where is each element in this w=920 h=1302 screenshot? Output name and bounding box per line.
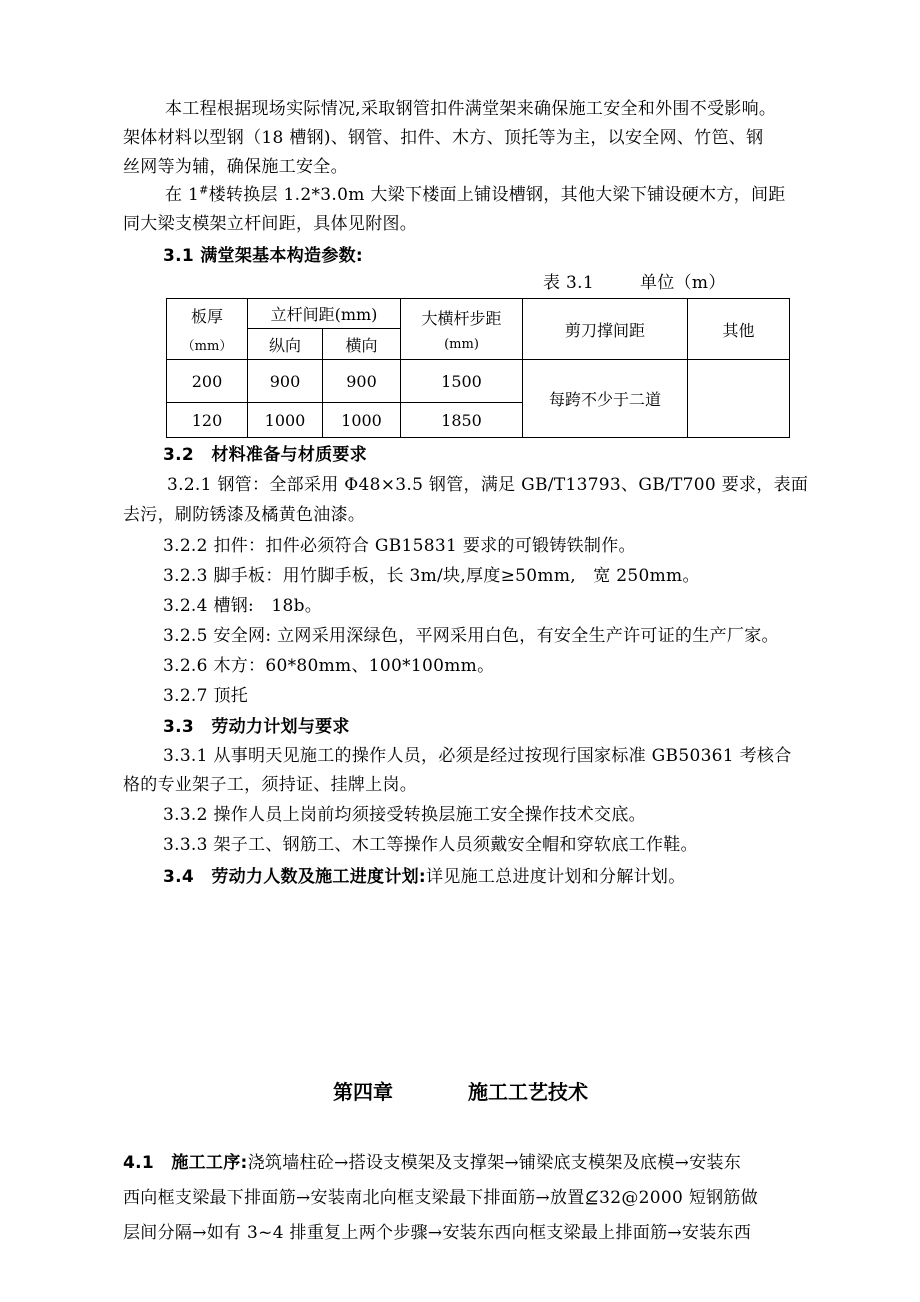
item-3-2-1-line-1: 3.2.1 钢管：全部采用 Φ48×3.5 钢管，满足 GB/T13793、GB/T700 要求，表面 — [167, 475, 809, 495]
intro-line-4-prefix: 在 1 — [165, 185, 200, 205]
item-3-2-4: 3.2.4 槽钢: 18b。 — [163, 596, 323, 616]
cell-step: 1500 — [401, 360, 523, 403]
section-3-4-text: 详见施工总进度计划和分解计划。 — [426, 867, 686, 887]
intro-line-5: 同大梁支模架立杆间距，具体见附图。 — [123, 214, 418, 234]
chapter-title: 施工工艺技术 — [468, 1080, 588, 1104]
item-3-3-1-line-1: 3.3.1 从事明天见施工的操作人员，必须是经过按现行国家标准 GB50361 考核合 — [163, 746, 792, 766]
section-3-2-heading: 3.2 材料准备与材质要求 — [163, 445, 368, 465]
item-3-2-6: 3.2.6 木方：60*80mm、100*100mm。 — [163, 656, 495, 676]
header-step: 大横杆步距 — [421, 309, 502, 328]
table-unit: 单位（m） — [640, 273, 726, 293]
table-caption: 表 3.1 — [543, 273, 594, 293]
section-4-1-line-2: 西向框支梁最下排面筋→安装南北向框支梁最下排面筋→放置⊈32@2000 短钢筋做 — [123, 1188, 759, 1208]
section-4-1-line-1 — [123, 1152, 741, 1174]
section-3-4 — [163, 866, 686, 888]
section-4-1-text-1: 浇筑墙柱砼→搭设支模架及支撑架→铺梁底支模架及底模→安装东 — [247, 1153, 742, 1173]
item-3-3-1-line-2: 格的专业架子工，须持证、挂牌上岗。 — [123, 775, 418, 795]
item-3-3-2: 3.3.2 操作人员上岗前均须接受转换层施工安全操作技术交底。 — [163, 805, 646, 825]
cell-transverse: 900 — [323, 360, 401, 403]
item-3-2-5: 3.2.5 安全网: 立网采用深绿色，平网采用白色，有安全生产许可证的生产厂家。 — [163, 626, 779, 646]
section-3-4-heading: 3.4 劳动力人数及施工进度计划: — [163, 867, 427, 887]
section-4-1-line-3: 层间分隔→如有 3~4 排重复上两个步骤→安装东西向框支梁最上排面筋→安装东西 — [123, 1223, 752, 1243]
header-longitudinal: 纵向 — [248, 329, 323, 360]
cell-other — [688, 360, 790, 438]
cell-thickness: 200 — [167, 360, 248, 403]
section-4-1-heading: 4.1 施工工序: — [123, 1153, 248, 1173]
cell-bracing: 每跨不少于二道 — [523, 360, 688, 438]
parameters-table — [166, 298, 790, 438]
building-number-mark: # — [199, 183, 209, 197]
cell-longitudinal: 900 — [248, 360, 323, 403]
header-pole-spacing: 立杆间距(mm) — [248, 299, 401, 329]
header-thickness: 板厚 — [190, 307, 223, 326]
cell-thickness: 120 — [167, 403, 248, 438]
header-other: 其他 — [688, 299, 790, 360]
table-header-row — [167, 299, 790, 329]
table-row — [167, 360, 790, 403]
intro-line-3: 丝网等为辅，确保施工安全。 — [123, 157, 348, 177]
header-bracing: 剪刀撑间距 — [523, 299, 688, 360]
header-thickness-unit: （mm） — [181, 339, 233, 354]
cell-step: 1850 — [401, 403, 523, 438]
item-3-2-3: 3.2.3 脚手板：用竹脚手板，长 3m/块,厚度≥50mm, 宽 250mm。 — [163, 566, 700, 586]
section-3-3-heading: 3.3 劳动力计划与要求 — [163, 717, 350, 737]
intro-line-2: 架体材料以型钢（18 槽钢)、钢管、扣件、木方、顶托等为主，以安全网、竹笆、钢 — [123, 128, 764, 148]
cell-transverse: 1000 — [323, 403, 401, 438]
header-transverse: 横向 — [323, 329, 401, 360]
item-3-2-7: 3.2.7 顶托 — [163, 686, 249, 706]
chapter-number: 第四章 — [333, 1080, 393, 1104]
item-3-2-1-line-2: 去污，刷防锈漆及橘黄色油漆。 — [123, 505, 366, 525]
item-3-3-3: 3.3.3 架子工、钢筋工、木工等操作人员须戴安全帽和穿软底工作鞋。 — [163, 835, 698, 855]
header-step-unit: (mm) — [444, 337, 479, 352]
header-thickness-cell — [167, 299, 248, 360]
header-step-cell — [401, 299, 523, 360]
intro-line-4 — [165, 184, 786, 206]
section-3-1-heading: 3.1 满堂架基本构造参数: — [163, 246, 364, 266]
intro-line-4-rest: 楼转换层 1.2*3.0m 大梁下楼面上铺设槽钢，其他大梁下铺设硬木方，间距 — [208, 185, 786, 205]
cell-longitudinal: 1000 — [248, 403, 323, 438]
item-3-2-2: 3.2.2 扣件：扣件必须符合 GB15831 要求的可锻铸铁制作。 — [163, 536, 636, 556]
intro-line-1: 本工程根据现场实际情况,采取钢管扣件满堂架来确保施工安全和外围不受影响。 — [165, 99, 777, 119]
